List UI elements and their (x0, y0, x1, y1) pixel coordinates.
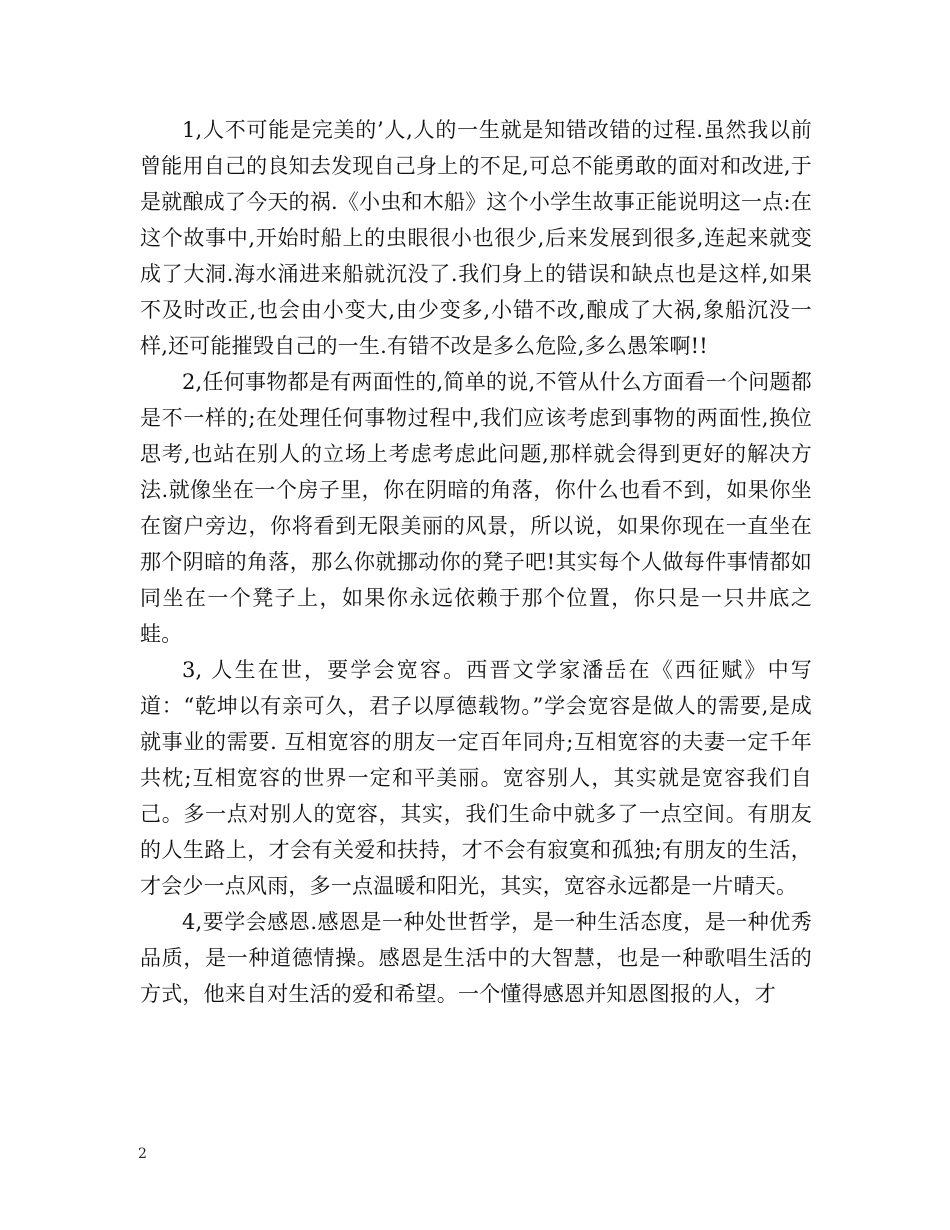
paragraph-3: 3, 人生在世，要学会宽容。西晋文学家潘岳在《西征赋》中写道：“乾坤以有亲可久，君子以厚德载物。”学会宽容是做人的需要,是成就事业的需要. 互相宽容的朋友一定百年同舟;互相宽容的夫妻一定千年共枕;互相宽容的世界一定和平美丽。宽容别人，其实就是宽容我们自己。多一点对别人的宽容，其实，我们生命中就多了一点空间。有朋友的人生路上，才会有关爱和扶持，才不会有寂寞和孤独;有朋友的生活，才会少一点风雨，多一点温暖和阳光，其实，宽容永远都是一片晴天。 (140, 658, 812, 898)
paragraph-1: 1,人不可能是完美的’人,人的一生就是知错改错的过程.虽然我以前曾能用自己的良知去发现自己身上的不足,可总不能勇敢的面对和改进,于是就酿成了今天的祸.《小虫和木船》这个小学生故事正能说明这一点:在这个故事中,开始时船上的虫眼很小也很少,后来发展到很多,连起来就变成了大洞.海水涌进来船就沉没了.我们身上的错误和缺点也是这样,如果不及时改正,也会由小变大,由少变多,小错不改,酿成了大祸,象船沉没一样,还可能摧毁自己的一生.有错不改是多么危险,多么愚笨啊!! (140, 118, 812, 358)
document-body (140, 112, 812, 1012)
paragraph-4: 4,要学会感恩.感恩是一种处世哲学，是一种生活态度，是一种优秀品质，是一种道德情操。感恩是生活中的大智慧，也是一种歌唱生活的方式，他来自对生活的爱和希望。一个懂得感恩并知恩图报的人，才 (140, 910, 812, 1006)
page-number: 2 (138, 1146, 147, 1162)
paragraph-2: 2,任何事物都是有两面性的,简单的说,不管从什么方面看一个问题都是不一样的;在处理任何事物过程中,我们应该考虑到事物的两面性,换位思考,也站在别人的立场上考虑考虑此问题,那样就会得到更好的解决方法.就像坐在一个房子里，你在阴暗的角落，你什么也看不到，如果你坐在窗户旁边，你将看到无限美丽的风景，所以说，如果你现在一直坐在那个阴暗的角落，那么你就挪动你的凳子吧!其实每个人做每件事情都如同坐在一个凳子上，如果你永远依赖于那个位置，你只是一只井底之蛙。 (140, 370, 812, 646)
